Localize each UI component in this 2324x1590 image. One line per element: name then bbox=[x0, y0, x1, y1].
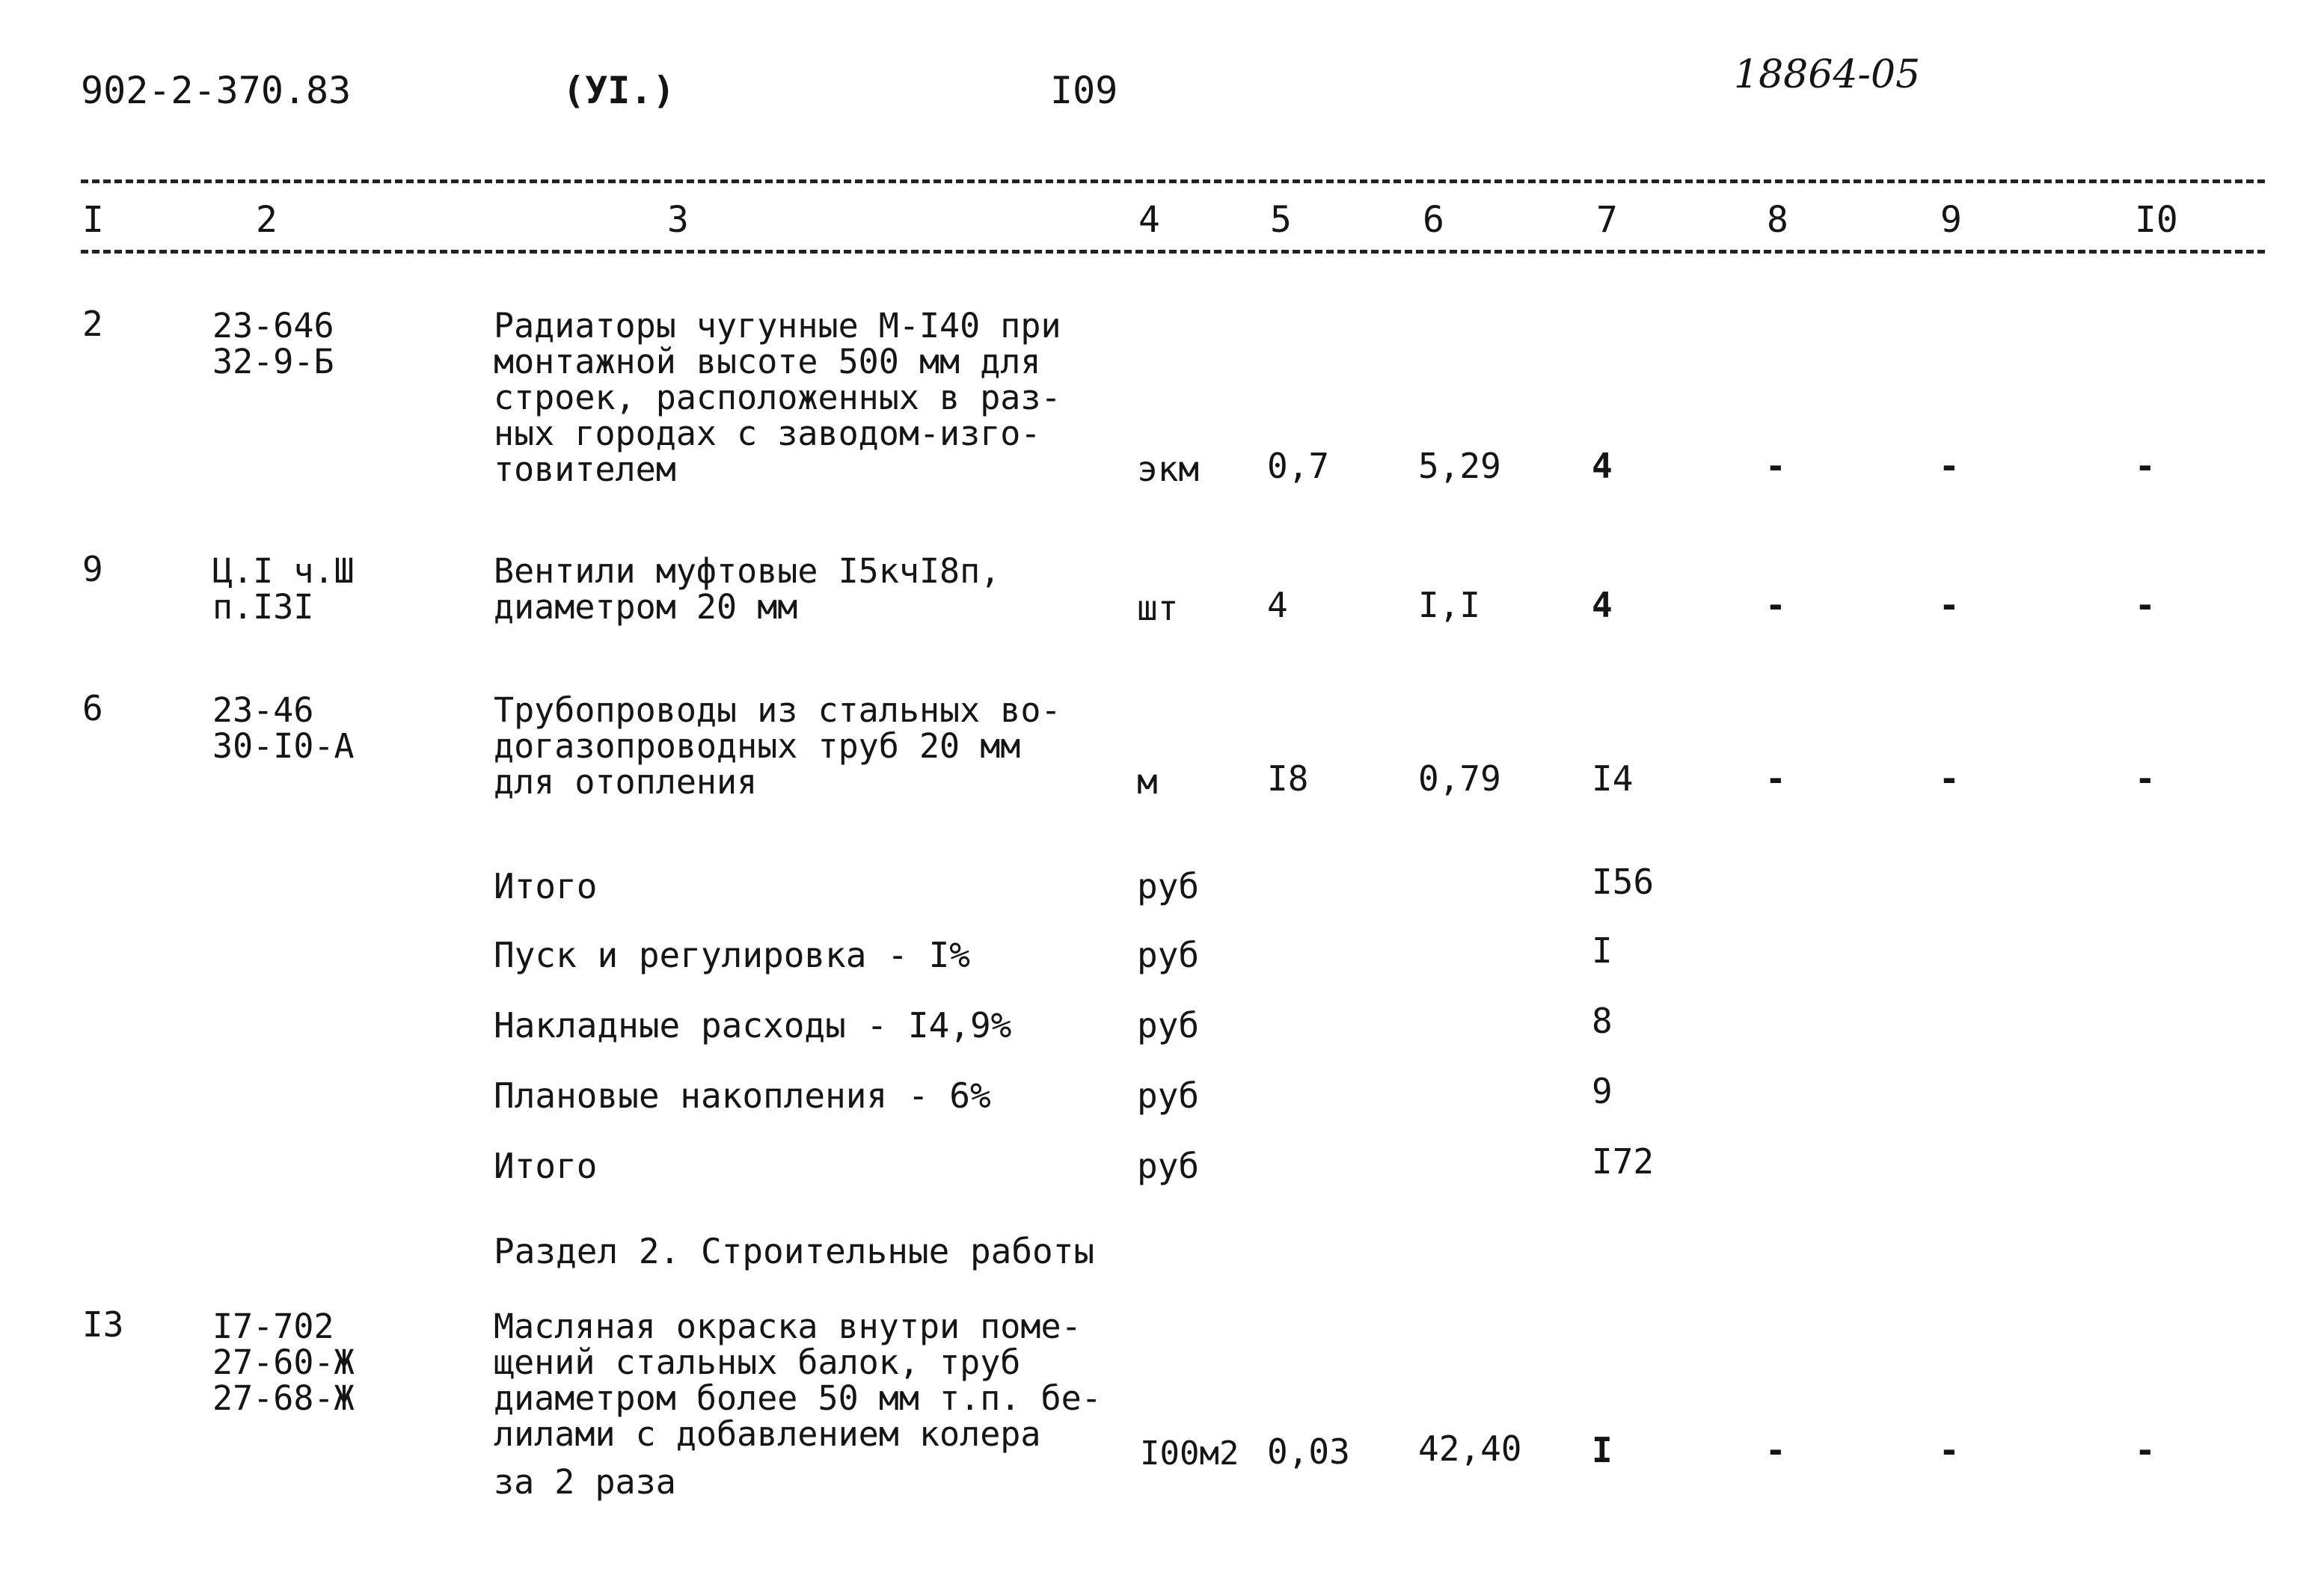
row-col10: - bbox=[2135, 758, 2156, 799]
totals-label: Пуск и регулировка - I% bbox=[494, 935, 970, 975]
totals-unit: руб bbox=[1137, 1005, 1200, 1046]
row-unit: экм bbox=[1137, 449, 1200, 489]
row-col8: - bbox=[1765, 758, 1786, 799]
row-unit: м bbox=[1137, 761, 1158, 802]
inventory-stamp: 18864-05 bbox=[1734, 52, 1921, 97]
section-heading: Раздел 2. Строительные работы bbox=[494, 1231, 1095, 1271]
row-code: 27-60-Ж bbox=[212, 1342, 355, 1382]
header-rule-top bbox=[81, 179, 2265, 183]
row-code: 23-646 bbox=[212, 306, 334, 346]
row-col10: - bbox=[2135, 585, 2156, 625]
page-number: I09 bbox=[1050, 69, 1118, 112]
row-number: I3 bbox=[82, 1304, 124, 1345]
col-header-1: I bbox=[82, 199, 104, 241]
totals-unit: руб bbox=[1137, 1075, 1200, 1116]
totals-unit: руб bbox=[1137, 866, 1200, 906]
col-header-2: 2 bbox=[256, 199, 278, 241]
totals-value: I56 bbox=[1592, 862, 1655, 902]
row-description: Радиаторы чугунные М-I40 при bbox=[494, 306, 1061, 346]
totals-label: Итого bbox=[494, 866, 598, 906]
row-description: диаметром 20 мм bbox=[494, 587, 798, 627]
row-sum: 4 bbox=[1592, 446, 1613, 486]
row-col9: - bbox=[1939, 758, 1960, 799]
totals-label: Итого bbox=[494, 1146, 598, 1186]
col-header-10: I0 bbox=[2135, 199, 2178, 241]
row-number: 9 bbox=[82, 549, 103, 589]
row-sum: I bbox=[1592, 1430, 1613, 1470]
row-col8: - bbox=[1765, 446, 1786, 486]
row-description: Масляная окраска внутри поме- bbox=[494, 1307, 1082, 1346]
totals-label: Накладные расходы - I4,9% bbox=[494, 1005, 1012, 1046]
row-description: Вентили муфтовые I5кчI8п, bbox=[494, 551, 1001, 591]
row-unit: I00м2 bbox=[1140, 1434, 1239, 1473]
row-description: Трубопроводы из стальных во- bbox=[494, 690, 1061, 730]
row-col10: - bbox=[2135, 446, 2156, 486]
row-sum: I4 bbox=[1592, 758, 1634, 799]
row-col10: - bbox=[2135, 1430, 2156, 1470]
row-description: монтажной высоте 500 мм для bbox=[494, 342, 1041, 381]
row-quantity: 4 bbox=[1267, 585, 1288, 625]
row-col8: - bbox=[1765, 585, 1786, 625]
row-price: I,I bbox=[1418, 585, 1481, 625]
row-code: Ц.I ч.Ш bbox=[212, 551, 355, 591]
totals-value: I72 bbox=[1592, 1141, 1655, 1182]
row-description-extra: за 2 раза bbox=[494, 1462, 676, 1502]
row-quantity: I8 bbox=[1267, 758, 1309, 799]
row-price: 0,79 bbox=[1418, 758, 1501, 799]
row-description: для отопления bbox=[494, 762, 758, 802]
header-rule-bottom bbox=[81, 250, 2265, 254]
row-description: лилами с добавлением колера bbox=[494, 1414, 1041, 1454]
row-number: 2 bbox=[82, 304, 103, 344]
col-header-9: 9 bbox=[1940, 199, 1962, 241]
row-description: догазопроводных труб 20 мм bbox=[494, 726, 1021, 766]
row-quantity: 0,7 bbox=[1267, 446, 1330, 486]
row-quantity: 0,03 bbox=[1267, 1431, 1350, 1472]
row-code: 30-I0-А bbox=[212, 726, 355, 766]
row-description: щений стальных балок, труб bbox=[494, 1342, 1021, 1382]
row-code: 27-68-Ж bbox=[212, 1378, 355, 1418]
row-number: 6 bbox=[82, 688, 103, 728]
row-description: диаметром более 50 мм т.п. бе- bbox=[494, 1378, 1102, 1418]
row-description: ных городах с заводом-изго- bbox=[494, 414, 1041, 453]
document-part: (УI.) bbox=[562, 69, 675, 112]
col-header-7: 7 bbox=[1596, 199, 1618, 241]
totals-unit: руб bbox=[1137, 935, 1200, 975]
row-sum: 4 bbox=[1592, 585, 1613, 625]
row-code: 32-9-Б bbox=[212, 342, 334, 381]
row-code: I7-702 bbox=[212, 1307, 334, 1346]
row-description: строек, расположенных в раз- bbox=[494, 378, 1061, 417]
col-header-6: 6 bbox=[1423, 199, 1444, 241]
row-col9: - bbox=[1939, 446, 1960, 486]
row-col8: - bbox=[1765, 1430, 1786, 1470]
totals-value: I bbox=[1592, 930, 1613, 971]
row-unit: шт bbox=[1137, 588, 1179, 628]
row-price: 5,29 bbox=[1418, 446, 1501, 486]
totals-label: Плановые накопления - 6% bbox=[494, 1075, 991, 1116]
row-col9: - bbox=[1939, 1430, 1960, 1470]
row-description: товителем bbox=[494, 449, 676, 489]
row-col9: - bbox=[1939, 585, 1960, 625]
col-header-5: 5 bbox=[1270, 199, 1292, 241]
row-code: п.I3I bbox=[212, 587, 314, 627]
totals-value: 8 bbox=[1592, 1001, 1613, 1041]
col-header-4: 4 bbox=[1138, 199, 1160, 241]
row-code: 23-46 bbox=[212, 690, 314, 730]
col-header-8: 8 bbox=[1767, 199, 1788, 241]
totals-value: 9 bbox=[1592, 1071, 1613, 1111]
totals-unit: руб bbox=[1137, 1146, 1200, 1186]
document-code: 902-2-370.83 bbox=[81, 69, 352, 112]
row-price: 42,40 bbox=[1418, 1428, 1522, 1469]
col-header-3: 3 bbox=[667, 199, 689, 241]
